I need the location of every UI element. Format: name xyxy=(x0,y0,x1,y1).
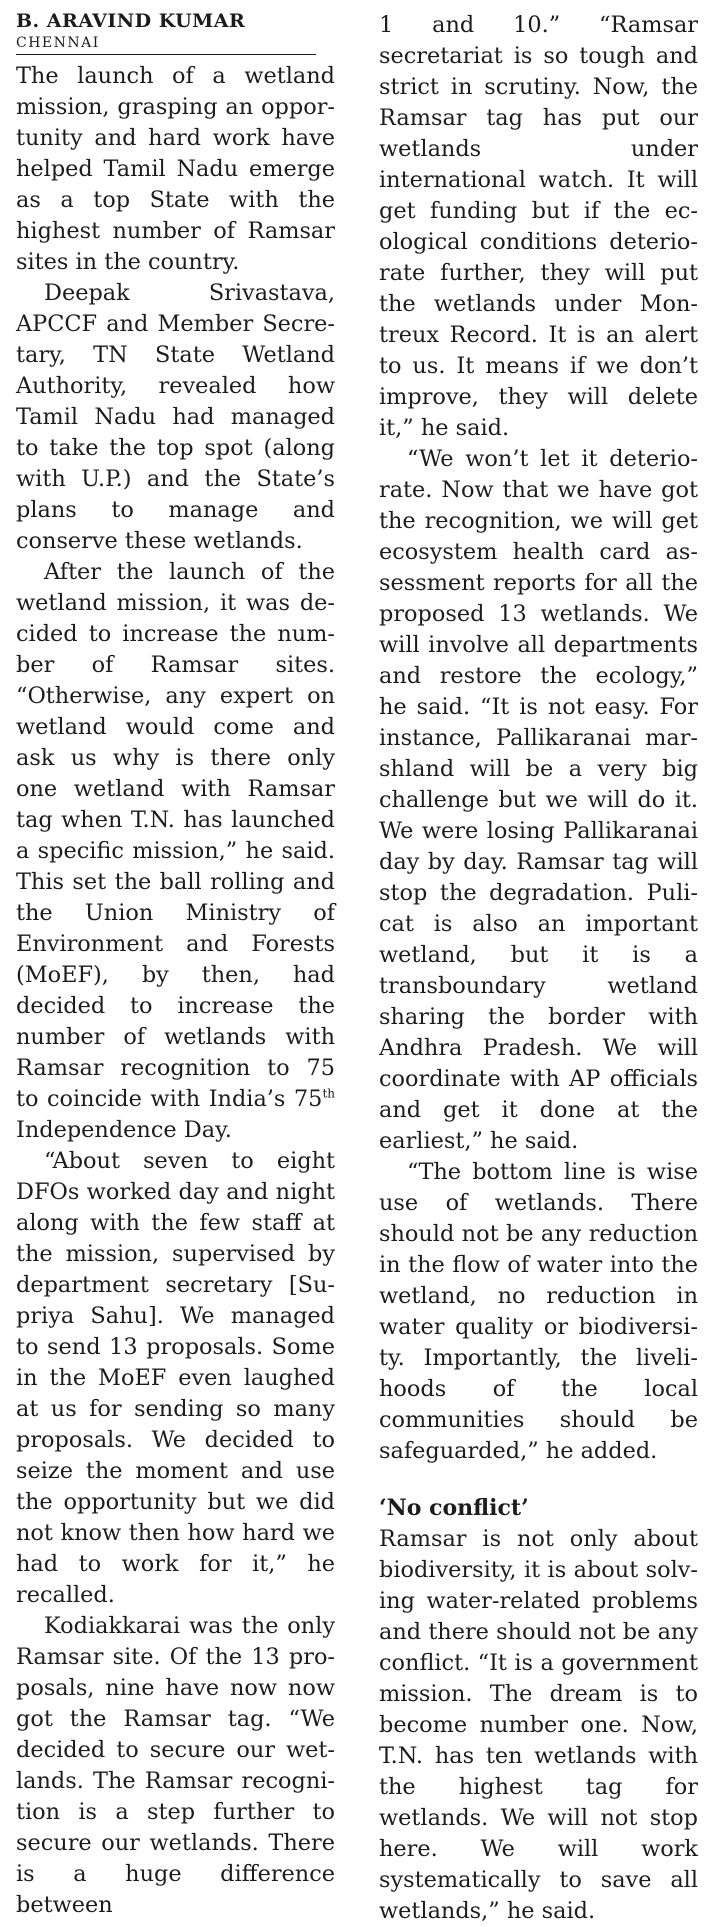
paragraph: “We won’t let it deteriorate. Now that we have got the recognition, we will get ecosystem health card assessment reports for all the proposed 13 wetlands. We will involve all departments and restore the ecology,” he said. “It is not easy. For instance, Pallikaranai marshland will be a very big challenge but we will do it. We were losing Pallikaranai day by day. Ramsar tag will stop the degradation. Pulicat is also an important wetland, but it is a transboundary wetland sharing the border with Andhra Pradesh. We will coordinate with AP officials and get it done at the earliest,” he said. xyxy=(379,446,698,1154)
paragraph: Kodiakkarai was the only Ramsar site. Of the 13 proposals, nine have now now got the Ramsar tag. “We decided to secure our wetlands. The Ramsar recognition is a step further to secure our wetlands. There is a huge difference between xyxy=(16,1613,335,1918)
paragraph: “The bottom line is wise use of wetlands. There should not be any reduction in the flow of water into the wetland, no reduction in water quality or biodiversity. Importantly, the livelihoods of the local communities should be safeguarded,” he added. xyxy=(379,1159,698,1464)
paragraph: 1 and 10.” “Ramsar secretariat is so tough and strict in scrutiny. Now, the Ramsar tag has put our wetlands under international watch. It will get funding but if the ecological conditions deteriorate further, they will put the wetlands under Montreux Record. It is an alert to us. It means if we don’t improve, they will delete it,” he said. xyxy=(379,12,698,441)
paragraph xyxy=(16,557,335,1146)
paragraph: Ramsar is not only about biodiversity, it is about solving water-related problems and there should not be any conflict. “It is a government mission. The dream is to become number one. Now, T.N. has ten wetlands with the highest tag for wetlands. We will not stop here. We will work systematically to save all wetlands,” he said. xyxy=(379,1526,698,1924)
paragraph-text: Independence Day. xyxy=(16,1117,232,1143)
article-column-right xyxy=(379,10,698,1924)
ordinal-suffix: th xyxy=(322,1086,335,1101)
subheading: ‘No conflict’ xyxy=(379,1495,529,1521)
paragraph-text: After the launch of the wetland mission, it was decided to increase the number of Ramsar sites. “Otherwise, any expert on wetland would come and ask us why is there only one wetland with Ramsar tag when T.N. has launched a specific mission,” he said. This set the ball rolling and the Union Ministry of Environment and Forests (MoEF), by then, had decided to increase the number of wetlands with Ramsar recognition to 75 to coincide with India’s 75 xyxy=(16,559,335,1112)
byline-author: B. ARAVIND KUMAR xyxy=(16,10,246,32)
paragraph: The launch of a wetland mission, grasping an opportunity and hard work have helped Tamil Nadu emerge as a top State with the highest number of Ramsar sites in the country. xyxy=(16,63,335,275)
article-column-left xyxy=(16,10,335,1918)
news-article xyxy=(16,10,698,1924)
dateline: CHENNAI xyxy=(16,34,316,55)
paragraph: Deepak Srivastava, APCCF and Member Secretary, TN State Wetland Authority, revealed how Tamil Nadu had managed to take the top spot (along with U.P.) and the State’s plans to manage and conserve these wetlands. xyxy=(16,280,335,554)
paragraph: “About seven to eight DFOs worked day and night along with the few staff at the mission, supervised by department secretary [Supriya Sahu]. We managed to send 13 proposals. Some in the MoEF even laughed at us for sending so many proposals. We decided to seize the moment and use the opportunity but we did not know then how hard we had to work for it,” he recalled. xyxy=(16,1148,335,1608)
